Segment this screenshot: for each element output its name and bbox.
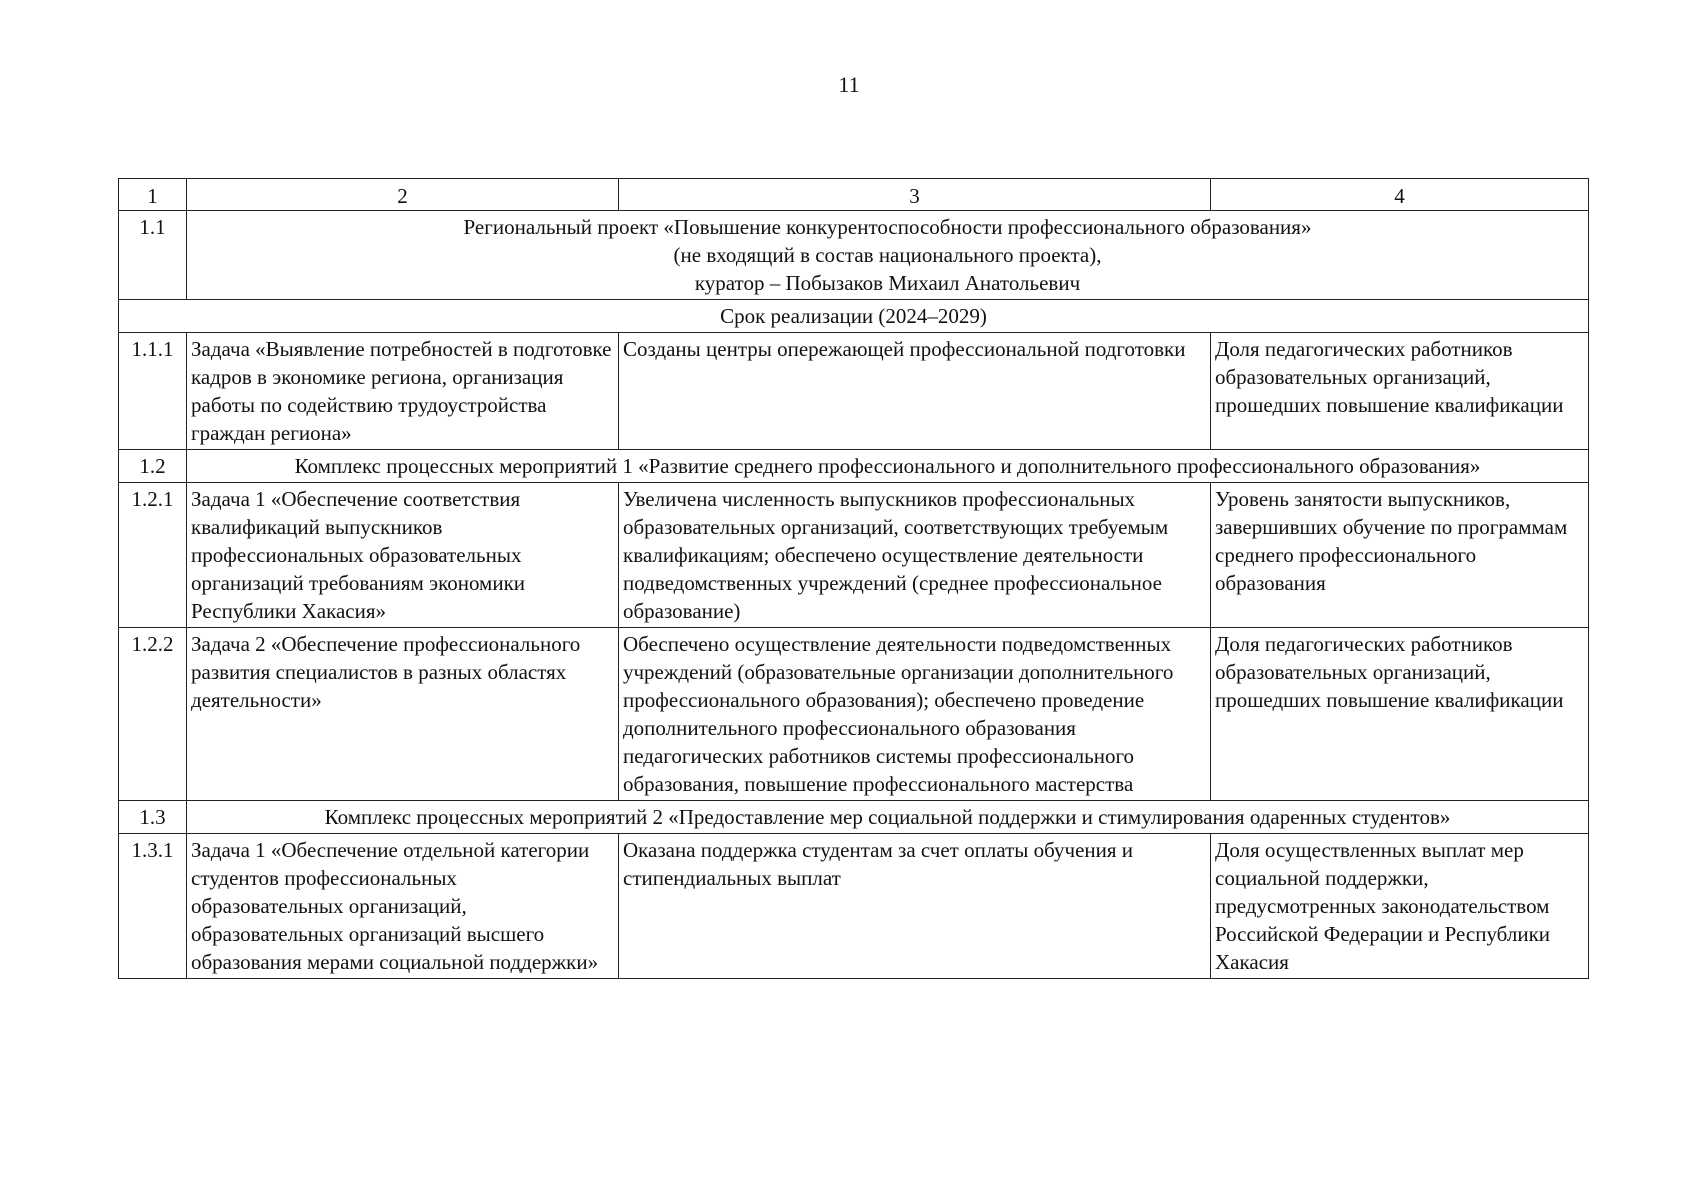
section-number: 1.3 [119, 801, 187, 834]
section-title [187, 211, 1589, 300]
term-row [119, 300, 1589, 333]
section-title-line: (не входящий в состав национального проекта), [673, 243, 1102, 267]
section-title: Комплекс процессных мероприятий 1 «Развитие среднего профессионального и дополнительного профессионального образования» [187, 450, 1589, 483]
header-col-1: 1 [119, 179, 187, 211]
row-number: 1.2.2 [119, 628, 187, 801]
indicator-cell: Доля педагогических работников образовательных организаций, прошедших повышение квалификации [1211, 333, 1589, 450]
result-cell: Обеспечено осуществление деятельности подведомственных учреждений (образовательные организации дополнительного профессионального образования); обеспечено проведение дополнительного профессионального образования педагогических работников системы профессионального образования, повышение профессионального мастерства [619, 628, 1211, 801]
table-row [119, 483, 1589, 628]
section-title-line: Региональный проект «Повышение конкурентоспособности профессионального образования» [463, 215, 1312, 239]
task-cell: Задача 2 «Обеспечение профессионального развития специалистов в разных областях деятельности» [187, 628, 619, 801]
section-row-1-1 [119, 211, 1589, 300]
section-row-1-2 [119, 450, 1589, 483]
result-cell: Оказана поддержка студентам за счет оплаты обучения и стипендиальных выплат [619, 834, 1211, 979]
page-number: 11 [838, 72, 860, 97]
section-number: 1.2 [119, 450, 187, 483]
header-col-4: 4 [1211, 179, 1589, 211]
indicator-cell: Доля педагогических работников образовательных организаций, прошедших повышение квалификации [1211, 628, 1589, 801]
section-number: 1.1 [119, 211, 187, 300]
header-col-3: 3 [619, 179, 1211, 211]
section-title-line: куратор – Побызаков Михаил Анатольевич [694, 271, 1081, 295]
implementation-term: Срок реализации (2024–2029) [119, 300, 1589, 333]
row-number: 1.1.1 [119, 333, 187, 450]
header-col-2: 2 [187, 179, 619, 211]
indicator-cell: Доля осуществленных выплат мер социальной поддержки, предусмотренных законодательством Российской Федерации и Республики Хакасия [1211, 834, 1589, 979]
table-row [119, 628, 1589, 801]
row-number: 1.3.1 [119, 834, 187, 979]
result-cell: Созданы центры опережающей профессиональной подготовки [619, 333, 1211, 450]
indicator-cell: Уровень занятости выпускников, завершивших обучение по программам среднего профессионального образования [1211, 483, 1589, 628]
program-table [118, 178, 1589, 979]
table-header-row [119, 179, 1589, 211]
section-row-1-3 [119, 801, 1589, 834]
table-row [119, 834, 1589, 979]
result-cell: Увеличена численность выпускников профессиональных образовательных организаций, соответствующих требуемым квалификациям; обеспечено осуществление деятельности подведомственных учреждений (среднее профессиональное образование) [619, 483, 1211, 628]
table-row [119, 333, 1589, 450]
task-cell: Задача «Выявление потребностей в подготовке кадров в экономике региона, организация работы по содействию трудоустройства граждан региона» [187, 333, 619, 450]
task-cell: Задача 1 «Обеспечение соответствия квалификаций выпускников профессиональных образовательных организаций требованиям экономики Республики Хакасия» [187, 483, 619, 628]
row-number: 1.2.1 [119, 483, 187, 628]
task-cell: Задача 1 «Обеспечение отдельной категории студентов профессиональных образовательных организаций, образовательных организаций высшего образования мерами социальной поддержки» [187, 834, 619, 979]
section-title: Комплекс процессных мероприятий 2 «Предоставление мер социальной поддержки и стимулирования одаренных студентов» [187, 801, 1589, 834]
